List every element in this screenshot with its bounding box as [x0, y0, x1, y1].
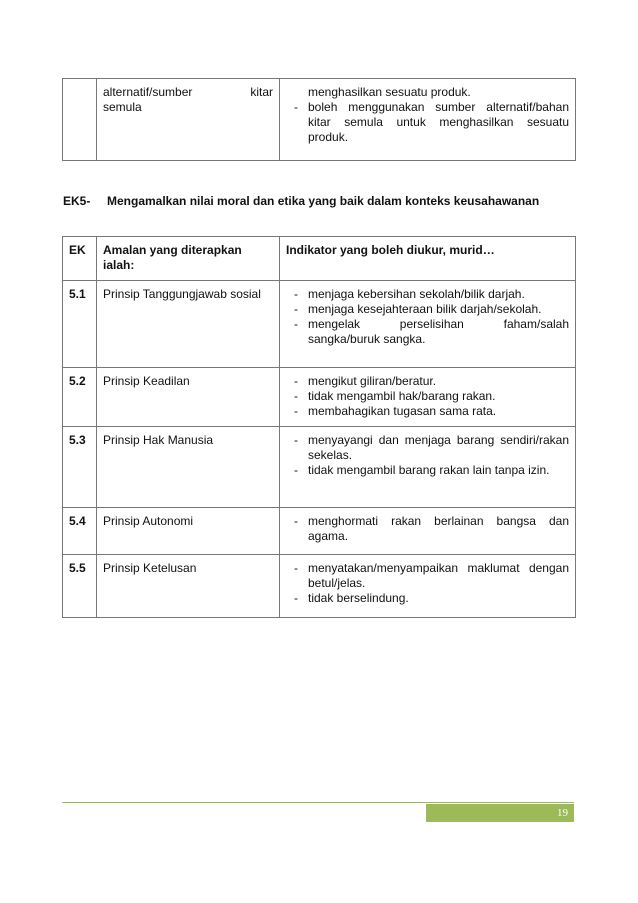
row-code: 5.4: [63, 508, 97, 555]
indicator-list: [286, 374, 569, 419]
table-row: [63, 508, 576, 555]
page-number: 19: [557, 807, 568, 819]
indicator-item: - mengelak perselisihan faham/salah sangka/buruk sangka.: [286, 317, 569, 347]
row-indicators: [280, 427, 576, 508]
row-practice: Prinsip Autonomi: [97, 508, 280, 555]
row-practice: Prinsip Tanggungjawab sosial: [97, 281, 280, 368]
indicator-item: - menjaga kebersihan sekolah/bilik darjah.: [286, 287, 569, 302]
section-number: EK5-: [63, 194, 91, 208]
row-code: 5.3: [63, 427, 97, 508]
empty-cell: [63, 79, 97, 161]
indicator-list: [286, 561, 569, 606]
indicator-item: - menyayangi dan menjaga barang sendiri/rakan sekelas.: [286, 433, 569, 463]
page-number-box: [426, 804, 574, 822]
indicator-item: - boleh menggunakan sumber alternatif/bahan kitar semula untuk menghasilkan sesuatu produk.: [286, 100, 569, 145]
indicator-item: - menyatakan/menyampaikan maklumat dengan betul/jelas.: [286, 561, 569, 591]
row-practice: Prinsip Ketelusan: [97, 555, 280, 618]
table-row: [63, 281, 576, 368]
row-code: 5.1: [63, 281, 97, 368]
table-header-row: [63, 237, 576, 281]
column-header-indicator: Indikator yang boleh diukur, murid…: [280, 237, 576, 281]
column-header-ek: EK: [63, 237, 97, 281]
continuation-table: [62, 78, 576, 161]
practice-line: semula: [103, 100, 142, 114]
row-code: 5.2: [63, 368, 97, 427]
indicator-list: [286, 287, 569, 347]
section-title: Mengamalkan nilai moral dan etika yang baik dalam konteks keusahawanan: [107, 194, 540, 208]
row-indicators: [280, 555, 576, 618]
footer-rule: [62, 802, 574, 803]
practice-line: alternatif/sumber kitar: [103, 85, 273, 99]
indicator-list: [286, 100, 569, 145]
indicator-item: - membahagikan tugasan sama rata.: [286, 404, 569, 419]
column-header-practice: Amalan yang diterapkan ialah:: [97, 237, 280, 281]
section-heading: [63, 194, 571, 209]
indicator-item: - tidak berselindung.: [286, 591, 569, 606]
indicator-item: - mengikut giliran/beratur.: [286, 374, 569, 389]
indicator-item: - menghormati rakan berlainan bangsa dan agama.: [286, 514, 569, 544]
table-row: [63, 555, 576, 618]
indicator-continuation: menghasilkan sesuatu produk.: [308, 85, 471, 99]
row-indicators: [280, 281, 576, 368]
table-row: [63, 427, 576, 508]
table-row: [63, 368, 576, 427]
practice-cell: [97, 79, 280, 161]
row-practice: Prinsip Hak Manusia: [97, 427, 280, 508]
table-row: [63, 79, 576, 161]
indicator-list: [286, 433, 569, 478]
indicator-item: - tidak mengambil hak/barang rakan.: [286, 389, 569, 404]
indicator-item: - tidak mengambil barang rakan lain tanpa izin.: [286, 463, 569, 478]
row-indicators: [280, 368, 576, 427]
indicator-item: - menjaga kesejahteraan bilik darjah/sekolah.: [286, 302, 569, 317]
indicator-list: [286, 514, 569, 544]
indicator-cell: [280, 79, 576, 161]
row-practice: Prinsip Keadilan: [97, 368, 280, 427]
row-indicators: [280, 508, 576, 555]
indicator-table: [62, 236, 576, 618]
row-code: 5.5: [63, 555, 97, 618]
